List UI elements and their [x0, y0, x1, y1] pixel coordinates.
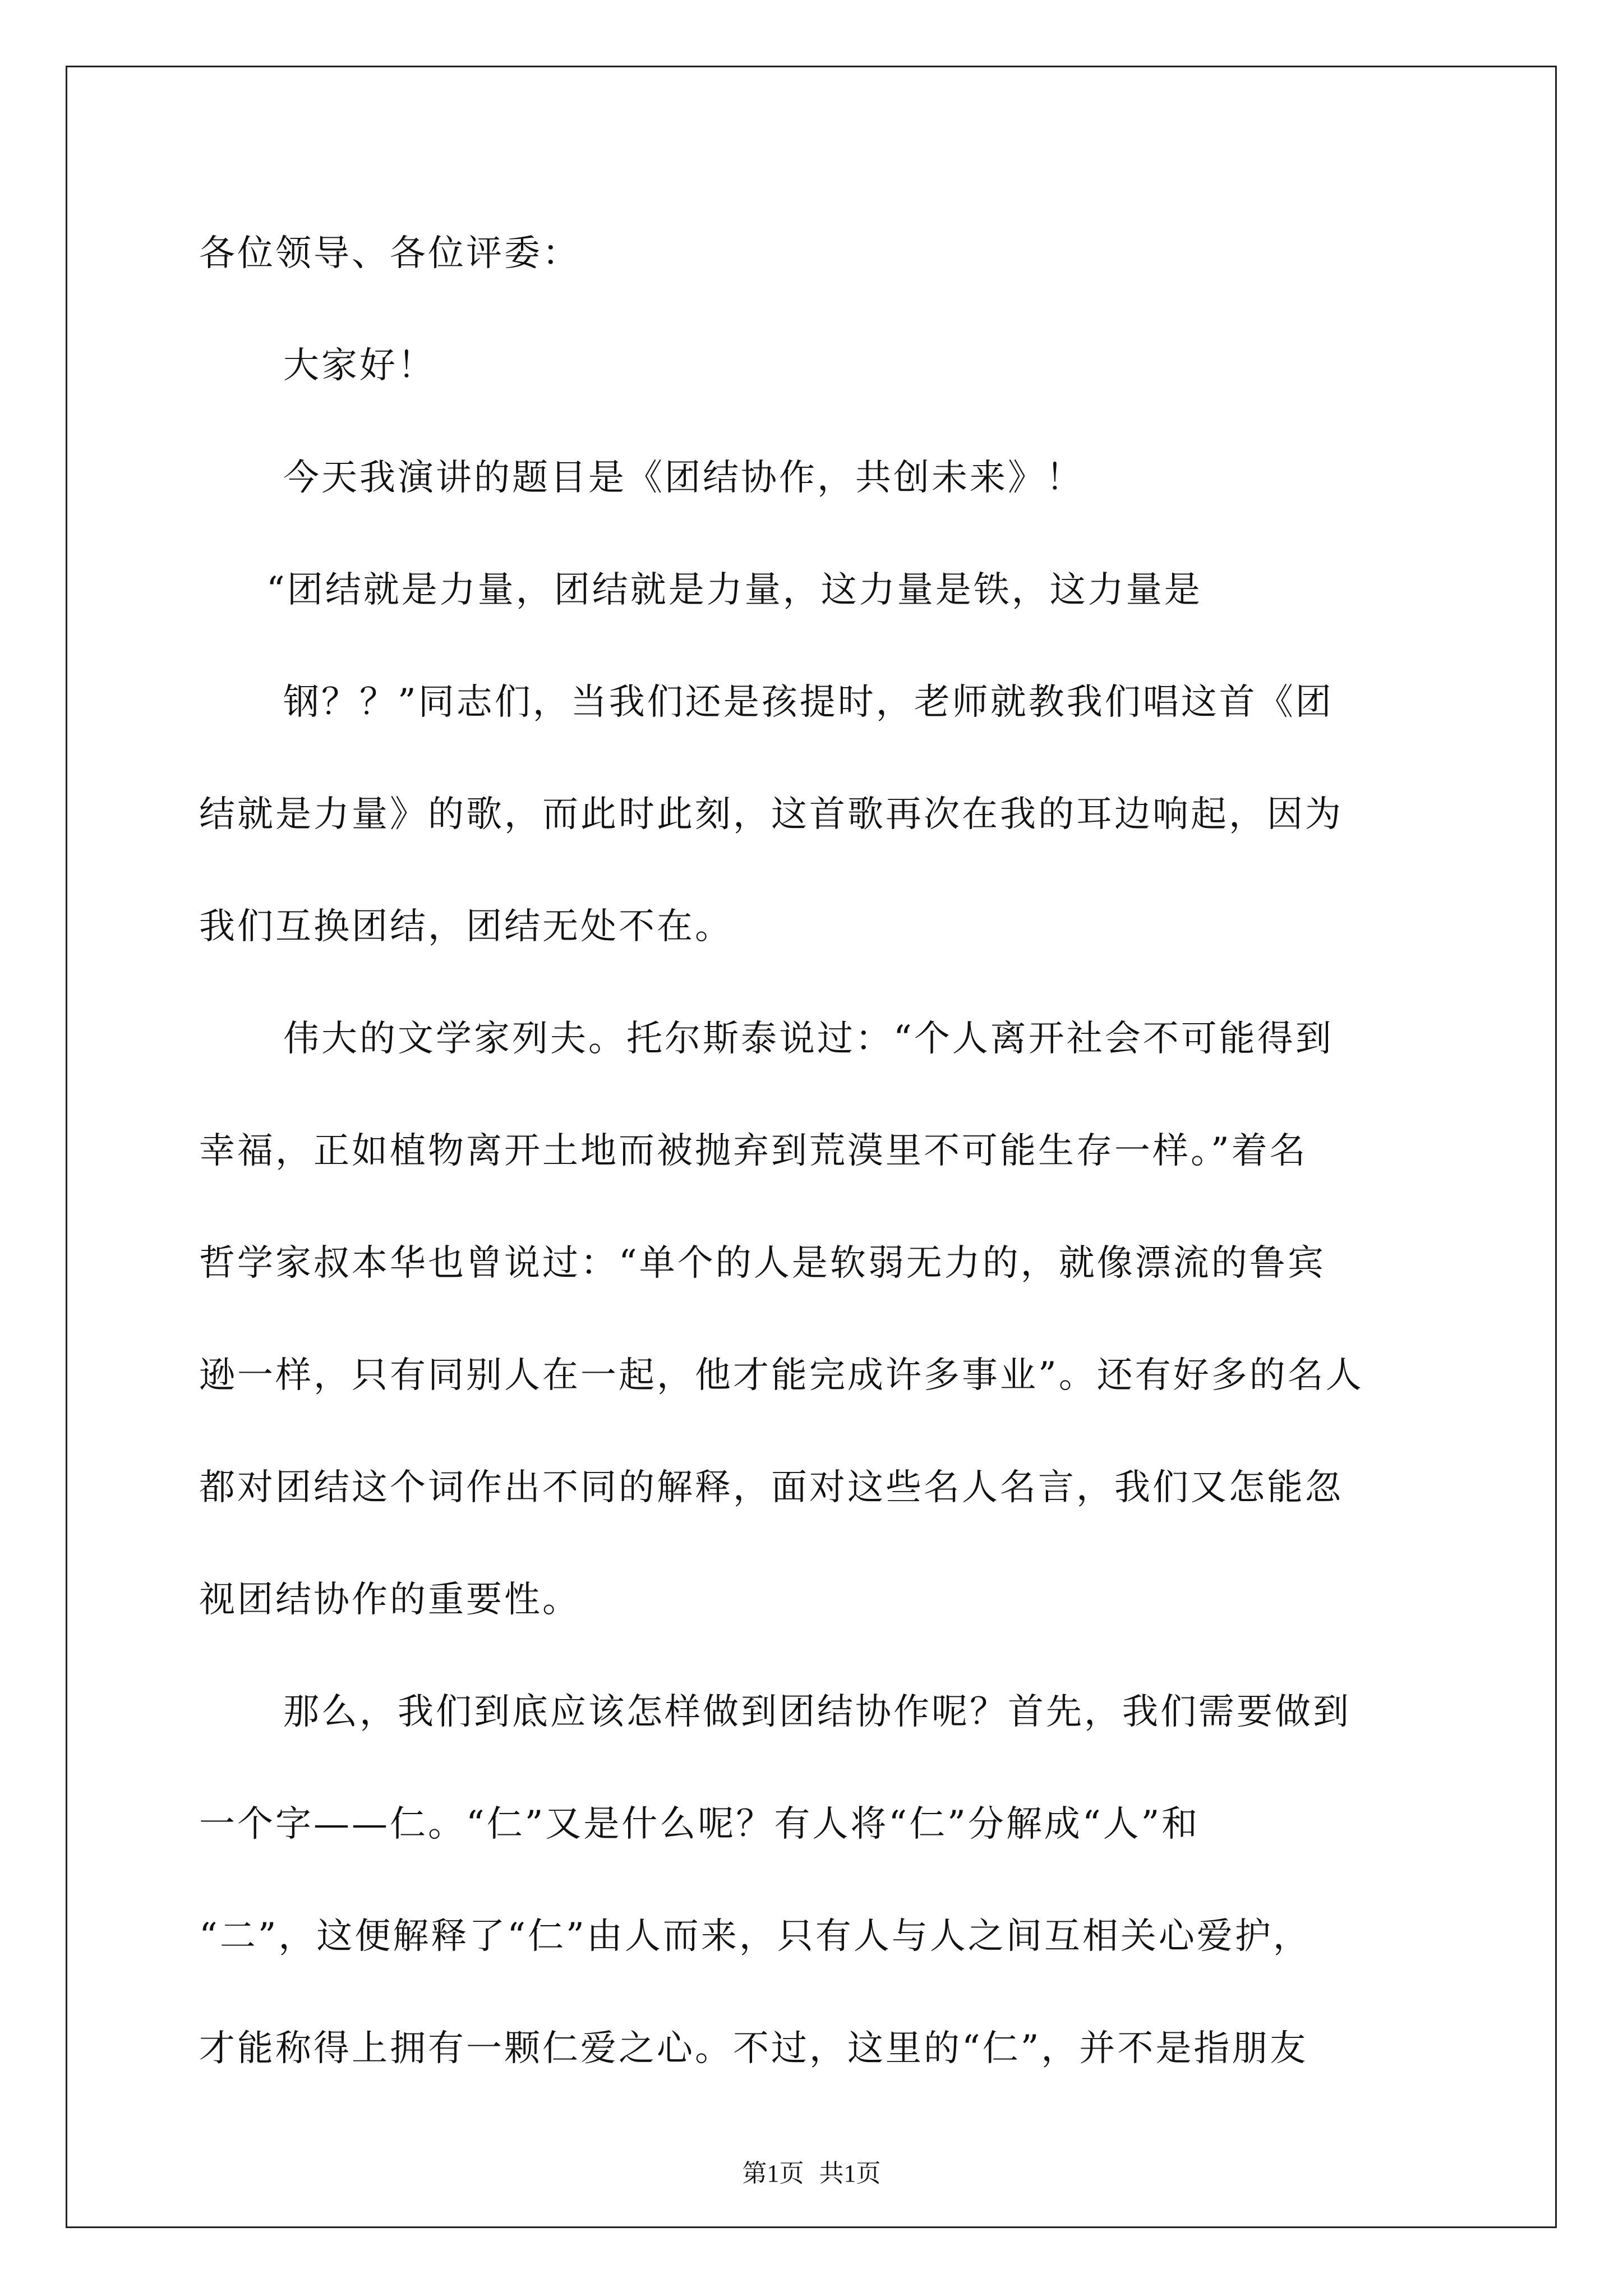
text-line: 幸福，正如植物离开土地而被抛弃到荒漠里不可能生存一样。”着名	[199, 1130, 1308, 1172]
text-line: 我们互换团结，团结无处不在。	[199, 906, 733, 947]
text-line: 视团结协作的重要性。	[199, 1579, 580, 1621]
text-line-topic: 今天我演讲的题目是《团结协作，共创未来》！	[283, 457, 1084, 499]
text-line: 才能称得上拥有一颗仁爱之心。不过，这里的“仁”，并不是指朋友	[199, 2028, 1308, 2069]
text-line-greeting: 大家好！	[283, 345, 436, 386]
text-line: 钢？？”同志们，当我们还是孩提时，老师就教我们唱这首《团	[283, 682, 1334, 723]
text-line: 都对团结这个词作出不同的解释，面对这些名人名言，我们又怎能忽	[199, 1467, 1343, 1508]
text-line: 逊一样，只有同别人在一起，他才能完成许多事业”。还有好多的名人	[199, 1355, 1364, 1396]
current-page-label: 第1页	[742, 2160, 804, 2187]
text-line: “二”，这便解释了“仁”由人而来，只有人与人之间互相关心爱护，	[199, 1916, 1311, 1957]
text-line: 一个字——仁。“仁”又是什么呢？有人将“仁”分解成“人”和	[199, 1803, 1200, 1845]
text-line-salutation: 各位领导、各位评委：	[199, 233, 580, 274]
text-line: 伟大的文学家列夫。托尔斯泰说过：“个人离开社会不可能得到	[283, 1018, 1334, 1060]
text-line: 结就是力量》的歌，而此时此刻，这首歌再次在我的耳边响起，因为	[199, 794, 1343, 835]
text-line: 哲学家叔本华也曾说过：“单个的人是软弱无力的，就像漂流的鲁宾	[199, 1243, 1326, 1284]
text-line-quote-start: “团结就是力量，团结就是力量，这力量是铁，这力量是	[266, 569, 1202, 611]
text-line: 那么，我们到底应该怎样做到团结协作呢？首先，我们需要做到	[283, 1691, 1351, 1733]
page-footer	[0, 2157, 1623, 2191]
total-pages-label: 共1页	[819, 2160, 881, 2187]
